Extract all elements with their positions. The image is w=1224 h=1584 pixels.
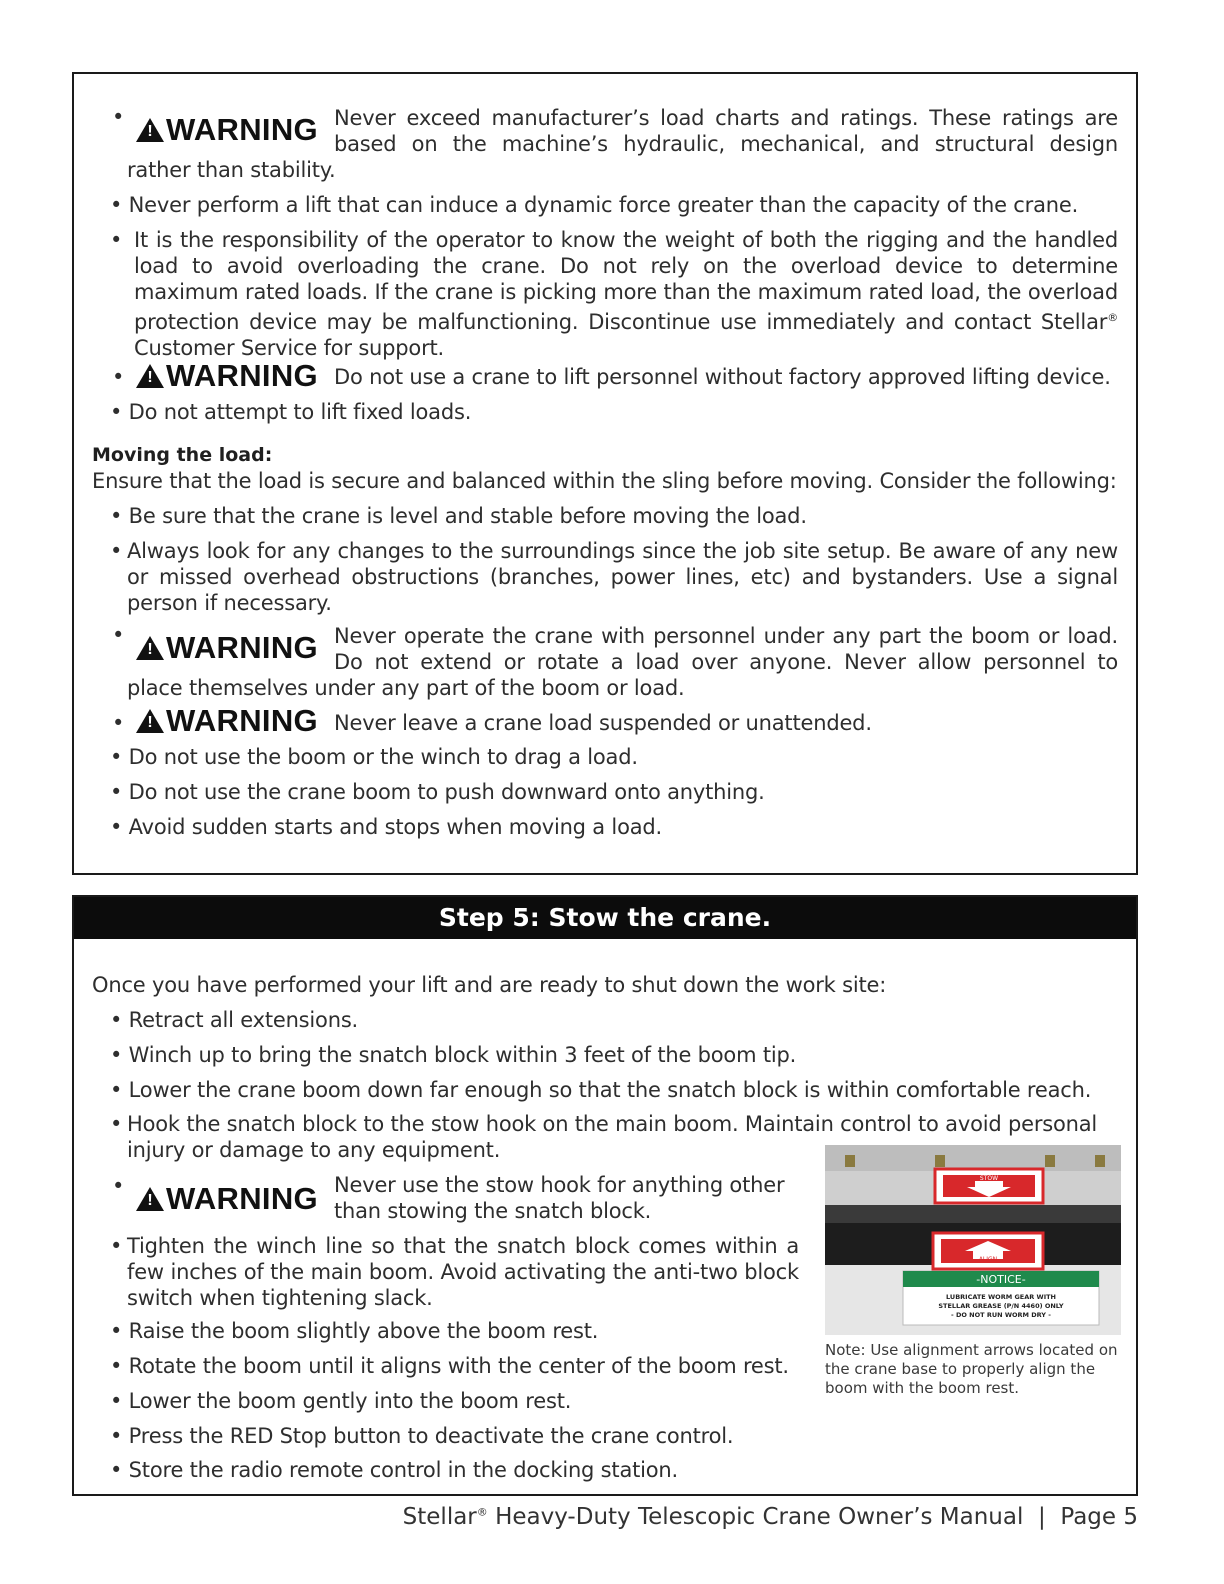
warning-label: ! WARNING — [136, 112, 318, 148]
footer-title: Heavy-Duty Telescopic Crane Owner’s Manual — [495, 1504, 1024, 1530]
warning-text-line: Never use the stow hook for anything other — [334, 1173, 785, 1197]
warning-triangle-icon: ! — [136, 1187, 164, 1211]
warning-label: ! WARNING — [136, 630, 318, 666]
list-item: • Rotate the boom until it aligns with the center of the boom rest. — [110, 1354, 789, 1378]
list-item: • Store the radio remote control in the docking station. — [110, 1458, 679, 1482]
warning-triangle-icon: ! — [136, 709, 164, 733]
bullet: • — [110, 1112, 123, 1136]
bullet: • — [112, 365, 125, 389]
list-item: • Do not attempt to lift fixed loads. — [110, 400, 472, 424]
photo-caption: Note: Use alignment arrows located on the crane base to properly align the boom with the boom rest. — [825, 1341, 1118, 1397]
list-item: • Press the RED Stop button to deactivate the crane control. — [110, 1424, 734, 1448]
bullet: • — [112, 711, 125, 735]
warning-text-line: Never operate the crane with personnel under any part the boom or load. — [334, 624, 1118, 648]
page-footer: Stellar® Heavy-Duty Telescopic Crane Owner’s Manual | Page 5 — [402, 1504, 1138, 1530]
warning-label: ! WARNING — [136, 1181, 318, 1217]
bullet: • — [112, 1174, 125, 1198]
bullet: • — [112, 105, 125, 129]
bullet: • — [112, 623, 125, 647]
warning-text-line: Never exceed manufacturer’s load charts and ratings. These ratings are — [334, 106, 1118, 130]
warning-text-line: place themselves under any part of the boom or load. — [127, 676, 685, 700]
warning-text-line: based on the machine’s hydraulic, mechanical, and structural design — [334, 132, 1118, 156]
align-label: ALIGN — [978, 1256, 998, 1263]
list-item: • Do not use the boom or the winch to drag a load. — [110, 745, 638, 769]
safety-box — [72, 72, 1138, 875]
crane-base-illustration — [825, 1145, 1121, 1335]
list-item: • Be sure that the crane is level and stable before moving the load. — [110, 504, 807, 528]
warning-text: Do not use a crane to lift personnel without factory approved lifting device. — [334, 365, 1111, 389]
warning-text-line: rather than stability. — [127, 158, 336, 182]
warning-text-line: Do not extend or rotate a load over anyone. Never allow personnel to — [334, 650, 1118, 674]
section-heading: Moving the load: — [92, 444, 273, 466]
warning-text-line: than stowing the snatch block. — [334, 1199, 652, 1223]
bullet: • — [110, 539, 123, 563]
warning-triangle-icon: ! — [136, 636, 164, 660]
list-item: • Do not use the crane boom to push downward onto anything. — [110, 780, 765, 804]
bullet: • — [110, 1234, 123, 1258]
warning-triangle-icon: ! — [136, 118, 164, 142]
footer-separator: | — [1038, 1504, 1046, 1530]
list-item: • Avoid sudden starts and stops when moving a load. — [110, 815, 662, 839]
footer-brand: Stellar — [402, 1504, 477, 1530]
step-header: Step 5: Stow the crane. — [74, 897, 1136, 939]
warning-text: Never leave a crane load suspended or unattended. — [334, 711, 872, 735]
stow-label: STOW — [979, 1175, 999, 1182]
list-item: • Lower the boom gently into the boom rest. — [110, 1389, 572, 1413]
section-intro: Ensure that the load is secure and balanced within the sling before moving. Consider the following: — [92, 469, 1117, 493]
list-item: • Never perform a lift that can induce a dynamic force greater than the capacity of the crane. — [110, 193, 1079, 217]
list-item: • Raise the boom slightly above the boom rest. — [110, 1319, 599, 1343]
list-item: Always look for any changes to the surroundings since the job site setup. Be aware of any new or missed overhead obstructions (branches, power lines, etc) and bystanders. Use a signal person if necessary. — [127, 539, 1118, 615]
notice-line: - DO NOT RUN WORM DRY - — [951, 1311, 1051, 1319]
notice-line: STELLAR GREASE (P/N 4460) ONLY — [938, 1302, 1064, 1310]
warning-label: ! WARNING — [136, 358, 318, 394]
warning-label: ! WARNING — [136, 703, 318, 739]
list-item: • Winch up to bring the snatch block within 3 feet of the boom tip. — [110, 1043, 797, 1067]
notice-line: LUBRICATE WORM GEAR WITH — [946, 1293, 1056, 1301]
bullet: • — [110, 228, 123, 252]
page-number: Page 5 — [1060, 1504, 1138, 1530]
list-item: It is the responsibility of the operator to know the weight of both the rigging and the handled load to avoid overloading the crane. Do not rely on the overload device to determine maximum rated loads. If the crane is picking more than the maximum rated load, the overload protection device may be malfunctioning. Discontinue use immediately and contact Stellar® Customer Service for support. — [134, 228, 1118, 360]
warning-triangle-icon: ! — [136, 364, 164, 388]
step5-box — [72, 895, 1138, 1496]
crane-base-photo — [825, 1145, 1121, 1335]
list-item: • Retract all extensions. — [110, 1008, 359, 1032]
notice-title: -NOTICE- — [976, 1273, 1026, 1286]
list-item: Hook the snatch block to the stow hook on the main boom. Maintain control to avoid personal injury or damage to any equipment. — [127, 1112, 1098, 1162]
section-intro: Once you have performed your lift and are ready to shut down the work site: — [92, 973, 887, 997]
list-item: Tighten the winch line so that the snatch block comes within a few inches of the main boom. Avoid activating the anti-two block switch when tightening slack. — [127, 1234, 799, 1310]
list-item: • Lower the crane boom down far enough so that the snatch block is within comfortable reach. — [110, 1078, 1092, 1102]
